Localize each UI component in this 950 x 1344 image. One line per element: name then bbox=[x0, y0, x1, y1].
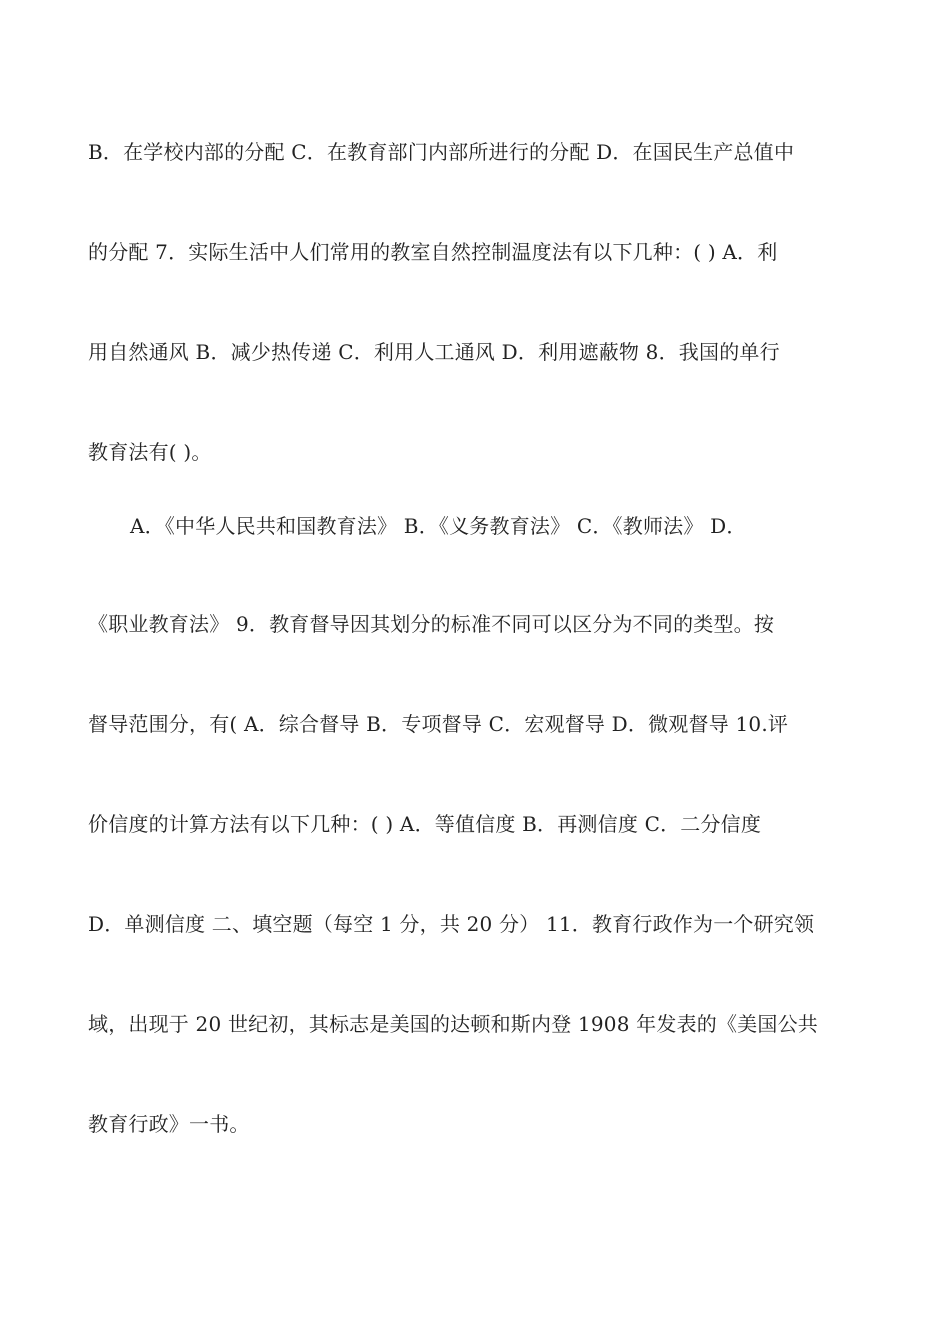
text-line-6: 《职业教育法》 9．教育督导因其划分的标准不同可以区分为不同的类型。按 bbox=[88, 612, 775, 636]
text-line-7: 督导范围分，有( A．综合督导 B．专项督导 C．宏观督导 D．微观督导 10.评 bbox=[88, 712, 789, 736]
text-line-4: 教育法有( )。 bbox=[88, 440, 212, 464]
text-line-8: 价信度的计算方法有以下几种：( ) A．等值信度 B．再测信度 C．二分信度 bbox=[88, 812, 762, 836]
text-line-3: 用自然通风 B．减少热传递 C．利用人工通风 D．利用遮蔽物 8．我国的单行 bbox=[88, 340, 780, 364]
text-line-1: B．在学校内部的分配 C．在教育部门内部所进行的分配 D．在国民生产总值中 bbox=[88, 140, 795, 164]
text-line-9: D．单测信度 二、填空题（每空 1 分，共 20 分） 11．教育行政作为一个研究领 bbox=[88, 912, 815, 936]
text-line-2: 的分配 7．实际生活中人们常用的教室自然控制温度法有以下几种：( ) A．利 bbox=[88, 240, 778, 264]
text-line-11: 教育行政》一书。 bbox=[88, 1112, 250, 1136]
text-line-5: A．《中华人民共和国教育法》 B．《义务教育法》 C．《教师法》 D． bbox=[130, 514, 747, 538]
text-line-10: 域，出现于 20 世纪初，其标志是美国的达顿和斯内登 1908 年发表的《美国公共 bbox=[88, 1012, 818, 1036]
